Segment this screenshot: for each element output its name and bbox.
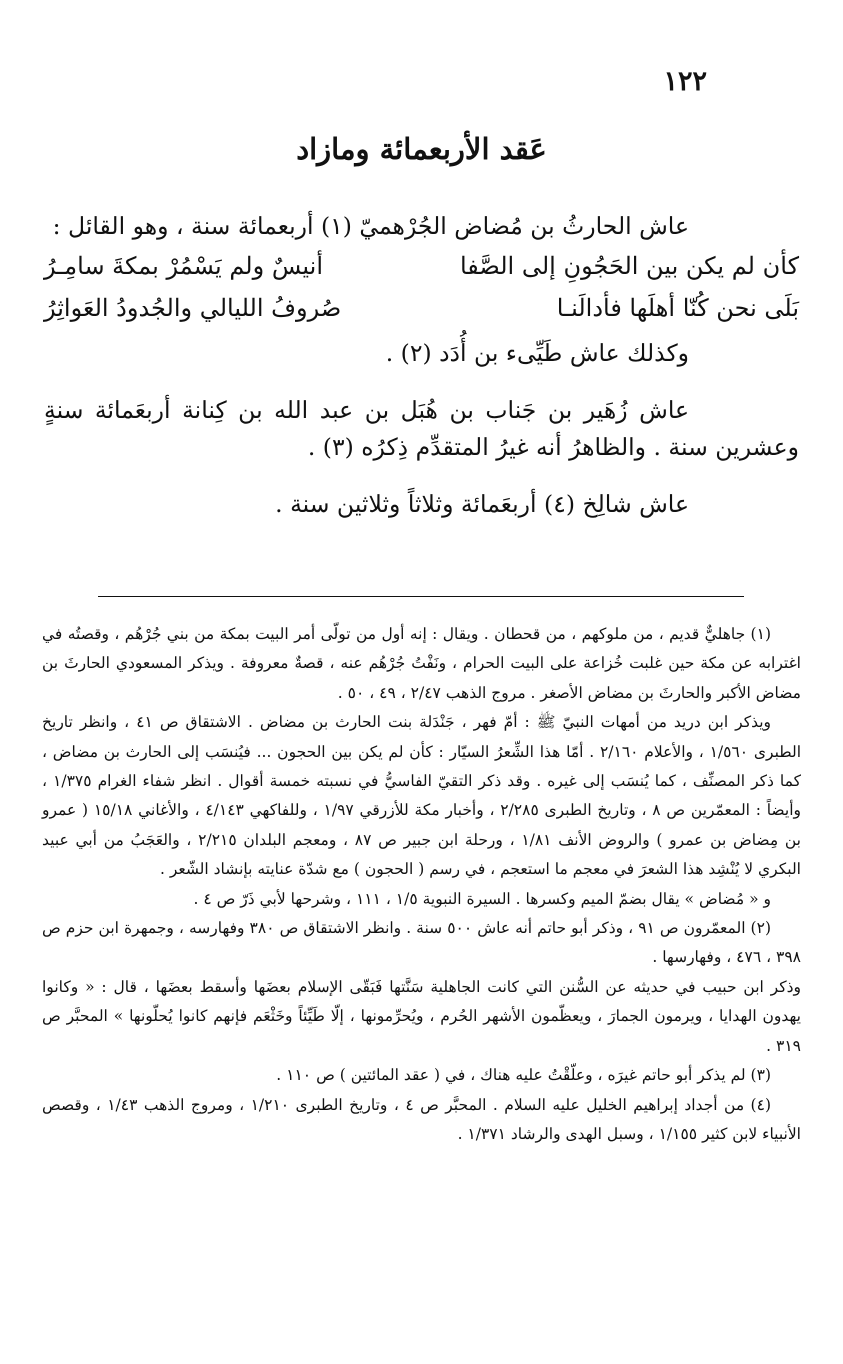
footnote-4: (٤) من أجداد إبراهيم الخليل عليه السلام . المحبَّر ص ٤ ، وتاريخ الطبرى ١/٢١٠ ، ومروج الذهب ١/٤٣ ، وقصص الأنبياء لابن كثير ١/١٥٥ ، وسبل الهدى والرشاد ١/٣٧١ . — [42, 1095, 801, 1143]
paragraph-tayyi: وكذلك عاش طَيِّىء بن أُدَد (٢) . — [385, 339, 689, 367]
footnote-1-note: و « مُضاض » يقال بضمّ الميم وكسرها . السيرة النبوية ١/٥ ، ١١١ ، وشرحها لأبي ذَرّ ص ٤ . — [193, 889, 771, 908]
footnote-2: (٢) المعمّرون ص ٩١ ، وذكر أبو حاتم أنه عاش ٥٠٠ سنة . وانظر الاشتقاق ص ٣٨٠ وفهارسه ، وجمهرة ابن حزم ص ٣٩٨ ، ٤٧٦ ، وفهارسها . — [42, 919, 801, 967]
page-number: ١٢٢ — [663, 66, 707, 97]
footnote-1-continued: ويذكر ابن دريد من أمهات النبيّ ﷺ : أمّ فهر ، جَنْدَلة بنت الحارث بن مضاض . الاشتقاق ص ٤١ ، وانظر تاريخ الطبرى ١/٥٦٠ ، والأعلام ٢/١٦٠ . أمّا هذا الشِّعرُ السيّار : كأن لم يكن بين الحجون ... فيُنسَب إلى الحارث بن مضاض ، كما ذكر المصنِّف ، كما يُنسَب إلى غيره . وقد ذكر التقيّ الفاسيُّ في نسبته خمسة أقوال . انظر شفاء الغرام ١/٣٧٥ ، وأيضاً : المعمّرين ص ٨ ، وتاريخ الطبرى ٢/٢٨٥ ، وأخبار مكة للأزرقي ١/٩٧ ، وللفاكهي ٤/١٤٣ ، والأغاني ١٥/١٨ ( عمرو بن مِضاض بن عمرو ) والروض الأنف ١/٨١ ، ورحلة ابن جبير ص ٨٧ ، ومعجم البلدان ٢/٢١٥ ، والعَجَبُ من أبي عبيد البكري لا يُنْشِد هذا الشعرَ في معجم ما استعجم ، في رسم ( الحجون ) مع شدّة عنايته بإنشاد الشّعر . — [42, 713, 801, 879]
poem-verse-2 — [44, 287, 799, 329]
paragraph-zuhayr: عاش زُهَير بن جَناب بن هُبَل بن عبد الله بن كِنانة أربعَمائة سنةٍ وعشرين سنة . والظاهرُ أنه غيرُ المتقدِّم ذِكرُه (٣) . — [44, 396, 799, 461]
paragraph-harith: عاش الحارثُ بن مُضاض الجُرْهميّ (١) أربعمائة سنة ، وهو القائل : — [52, 212, 689, 240]
verse-2-first-hemistich: بَلَى نحن كُنّا أهلَها فأدالَنـا — [556, 294, 799, 322]
footnote-2-continued: وذكر ابن حبيب في حديثه عن السُّنن التي كانت الجاهلية سَنَّتها فَبَقّى الإسلام بعضَها وأسقط بعضَها ، قال : « وكانوا يهدون الهدايا ، ويرمون الجمارَ ، ويعظّمون الأشهر الحُرم ، ويُحرِّمونها ، إلّا طَيِّئاً وخَثْعَم فإنهم كانوا يُحلّونها » المحبَّر ص ٣١٩ . — [42, 977, 801, 1055]
main-text — [44, 208, 799, 523]
footnotes — [42, 620, 801, 1149]
verse-2-second-hemistich: صُروفُ الليالي والجُدودُ العَواثِرُ — [44, 294, 342, 322]
chapter-title: عَقد الأربعمائة ومازاد — [296, 132, 547, 166]
footnote-3: (٣) لم يذكر أبو حاتم غيرَه ، وعلّقْتُ عليه هناك ، في ( عقد المائتين ) ص ١١٠ . — [276, 1066, 771, 1085]
verse-1-first-hemistich: كأن لم يكن بين الحَجُونِ إلى الصَّفا — [459, 252, 799, 280]
paragraph-shalikh: عاش شالِخ (٤) أربعَمائة وثلاثاً وثلاثين سنة . — [275, 490, 689, 518]
footnote-separator — [98, 596, 744, 597]
footnote-1: (١) جاهليٌّ قديم ، من ملوكهم ، من قحطان . ويقال : إنه أول من تولّى أمر البيت بمكة من بني جُرْهُم ، وقصتُه في اغترابه عن مكة حين غلبت خُزاعة على البيت الحرام ، ونَفْتُ جُرْهُم عنه ، قصةٌ معروفة . ويذكر المسعودي الحارثَ بن مضاض الأكبر والحارثَ بن مضاض الأصغر . مروج الذهب ٢/٤٧ ، ٤٩ ، ٥٠ . — [42, 625, 801, 702]
poem-verse-1 — [44, 245, 799, 287]
verse-1-second-hemistich: أنيسٌ ولم يَسْمُرْ بمكةَ سامِـرُ — [44, 252, 324, 280]
